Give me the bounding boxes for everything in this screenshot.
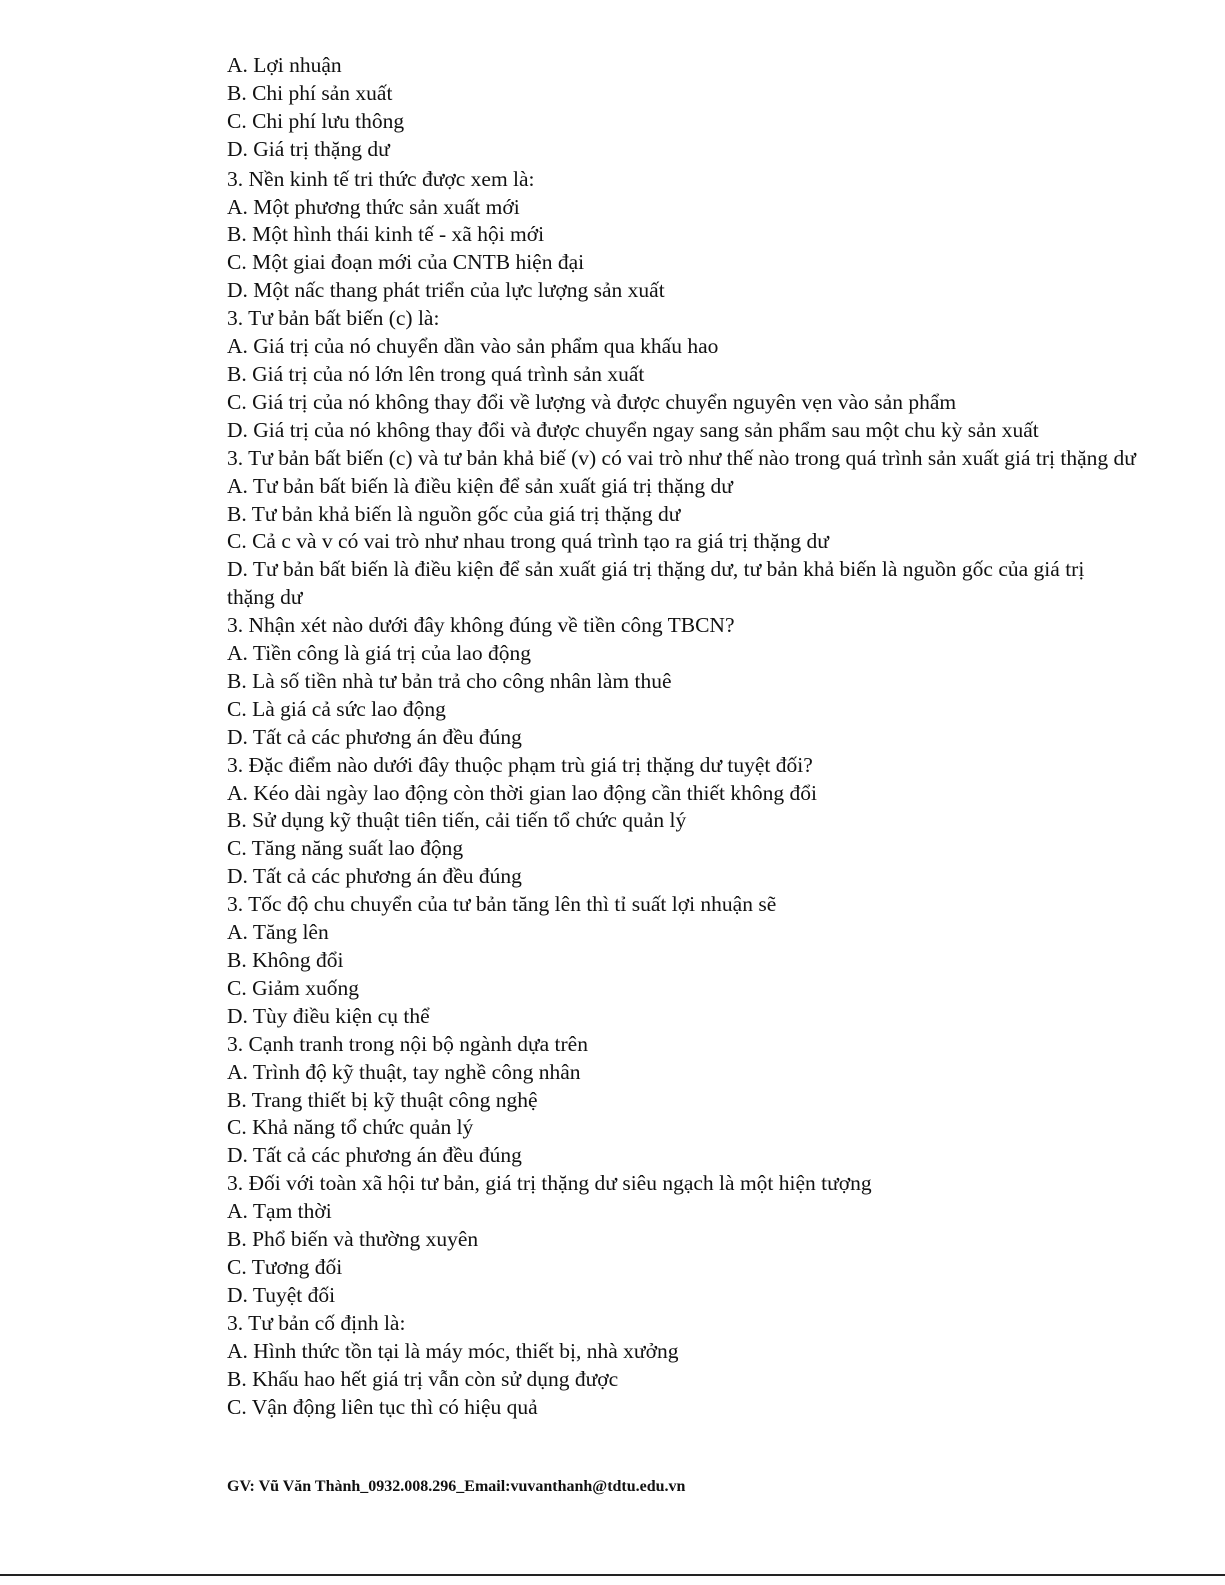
option-d: D. Tất cả các phương án đều đúng [227, 864, 522, 889]
option-c: C. Giá trị của nó không thay đổi về lượng và được chuyển nguyên vẹn vào sản phẩm [227, 389, 957, 414]
option-d: D. Tuyệt đối [227, 1282, 336, 1307]
question-block [227, 445, 1137, 612]
question-list [227, 52, 1137, 1421]
option-a: A. Giá trị của nó chuyển dần vào sản phẩm qua khấu hao [227, 334, 719, 359]
option-c: C. Khả năng tổ chức quản lý [227, 1115, 474, 1140]
question-block [227, 1310, 1137, 1422]
option-a: A. Lợi nhuận [227, 53, 342, 77]
option-d: D. Một nấc thang phát triển của lực lượng sản xuất [227, 278, 665, 303]
option-d: D. Tùy điều kiện cụ thể [227, 1003, 430, 1028]
question-text: 3. Đối với toàn xã hội tư bản, giá trị thặng dư siêu ngạch là một hiện tượng [227, 1171, 872, 1196]
question-block [227, 166, 1137, 306]
option-b: B. Phổ biến và thường xuyên [227, 1227, 479, 1252]
question-text: 3. Tốc độ chu chuyển của tư bản tăng lên thì tỉ suất lợi nhuận sẽ [227, 892, 777, 917]
option-d: D. Giá trị của nó không thay đổi và được chuyển ngay sang sản phẩm sau một chu kỳ sản xuất [227, 417, 1039, 442]
page-divider [0, 1574, 1225, 1576]
question-block [227, 305, 1137, 445]
question-block [227, 612, 1137, 752]
option-a: A. Tạm thời [227, 1199, 332, 1224]
page-footer: GV: Vũ Văn Thành_0932.008.296_Email:vuvanthanh@tdtu.edu.vn [227, 1478, 686, 1495]
option-c: C. Chi phí lưu thông [227, 108, 405, 133]
option-c: C. Một giai đoạn mới của CNTB hiện đại [227, 250, 585, 275]
question-block [227, 52, 1137, 164]
option-b: B. Không đổi [227, 948, 344, 972]
option-a: A. Tăng lên [227, 920, 329, 945]
option-a: A. Trình độ kỹ thuật, tay nghề công nhân [227, 1059, 581, 1084]
option-b: B. Sử dụng kỹ thuật tiên tiến, cải tiến tổ chức quản lý [227, 808, 687, 833]
option-b: B. Tư bản khả biến là nguồn gốc của giá trị thặng dư [227, 501, 681, 526]
option-c: C. Cả c và v có vai trò như nhau trong quá trình tạo ra giá trị thặng dư [227, 529, 829, 554]
option-b: B. Một hình thái kinh tế - xã hội mới [227, 222, 545, 247]
question-block [227, 752, 1137, 892]
option-b: B. Khấu hao hết giá trị vẫn còn sử dụng được [227, 1366, 619, 1391]
question-text: 3. Nhận xét nào dưới đây không đúng về tiền công TBCN? [227, 613, 735, 638]
option-d: D. Tư bản bất biến là điều kiện để sản xuất giá trị thặng dư, tư bản khả biến là nguồn gốc của giá trị thặng dư [227, 557, 1085, 610]
option-b: B. Là số tiền nhà tư bản trả cho công nhân làm thuê [227, 668, 672, 693]
option-d: D. Tất cả các phương án đều đúng [227, 1143, 522, 1168]
question-text: 3. Tư bản cố định là: [227, 1310, 406, 1335]
option-a: A. Tư bản bất biến là điều kiện để sản xuất giá trị thặng dư [227, 473, 733, 498]
question-block [227, 891, 1137, 1031]
option-c: C. Là giá cả sức lao động [227, 696, 446, 721]
option-a: A. Tiền công là giá trị của lao động [227, 641, 531, 666]
option-a: A. Kéo dài ngày lao động còn thời gian lao động cần thiết không đổi [227, 780, 817, 805]
question-block [227, 1031, 1137, 1171]
question-text: 3. Đặc điểm nào dưới đây thuộc phạm trù giá trị thặng dư tuyệt đối? [227, 752, 813, 777]
option-c: C. Giảm xuống [227, 975, 359, 1000]
question-block [227, 1170, 1137, 1310]
question-text: 3. Cạnh tranh trong nội bộ ngành dựa trên [227, 1031, 588, 1056]
option-b: B. Chi phí sản xuất [227, 80, 393, 105]
option-d: D. Tất cả các phương án đều đúng [227, 724, 522, 749]
option-a: A. Một phương thức sản xuất mới [227, 194, 520, 219]
question-text: 3. Tư bản bất biến (c) là: [227, 306, 440, 331]
option-c: C. Tăng năng suất lao động [227, 836, 464, 861]
option-a: A. Hình thức tồn tại là máy móc, thiết bị, nhà xưởng [227, 1338, 679, 1363]
question-text: 3. Nền kinh tế tri thức được xem là: [227, 166, 535, 191]
question-text: 3. Tư bản bất biến (c) và tư bản khả biế (v) có vai trò như thế nào trong quá trình sản xuất giá trị thặng dư [227, 445, 1136, 470]
option-b: B. Giá trị của nó lớn lên trong quá trình sản xuất [227, 361, 645, 386]
option-b: B. Trang thiết bị kỹ thuật công nghệ [227, 1087, 538, 1112]
option-c: C. Tương đối [227, 1254, 343, 1279]
option-c: C. Vận động liên tục thì có hiệu quả [227, 1394, 538, 1419]
option-d: D. Giá trị thặng dư [227, 136, 390, 161]
